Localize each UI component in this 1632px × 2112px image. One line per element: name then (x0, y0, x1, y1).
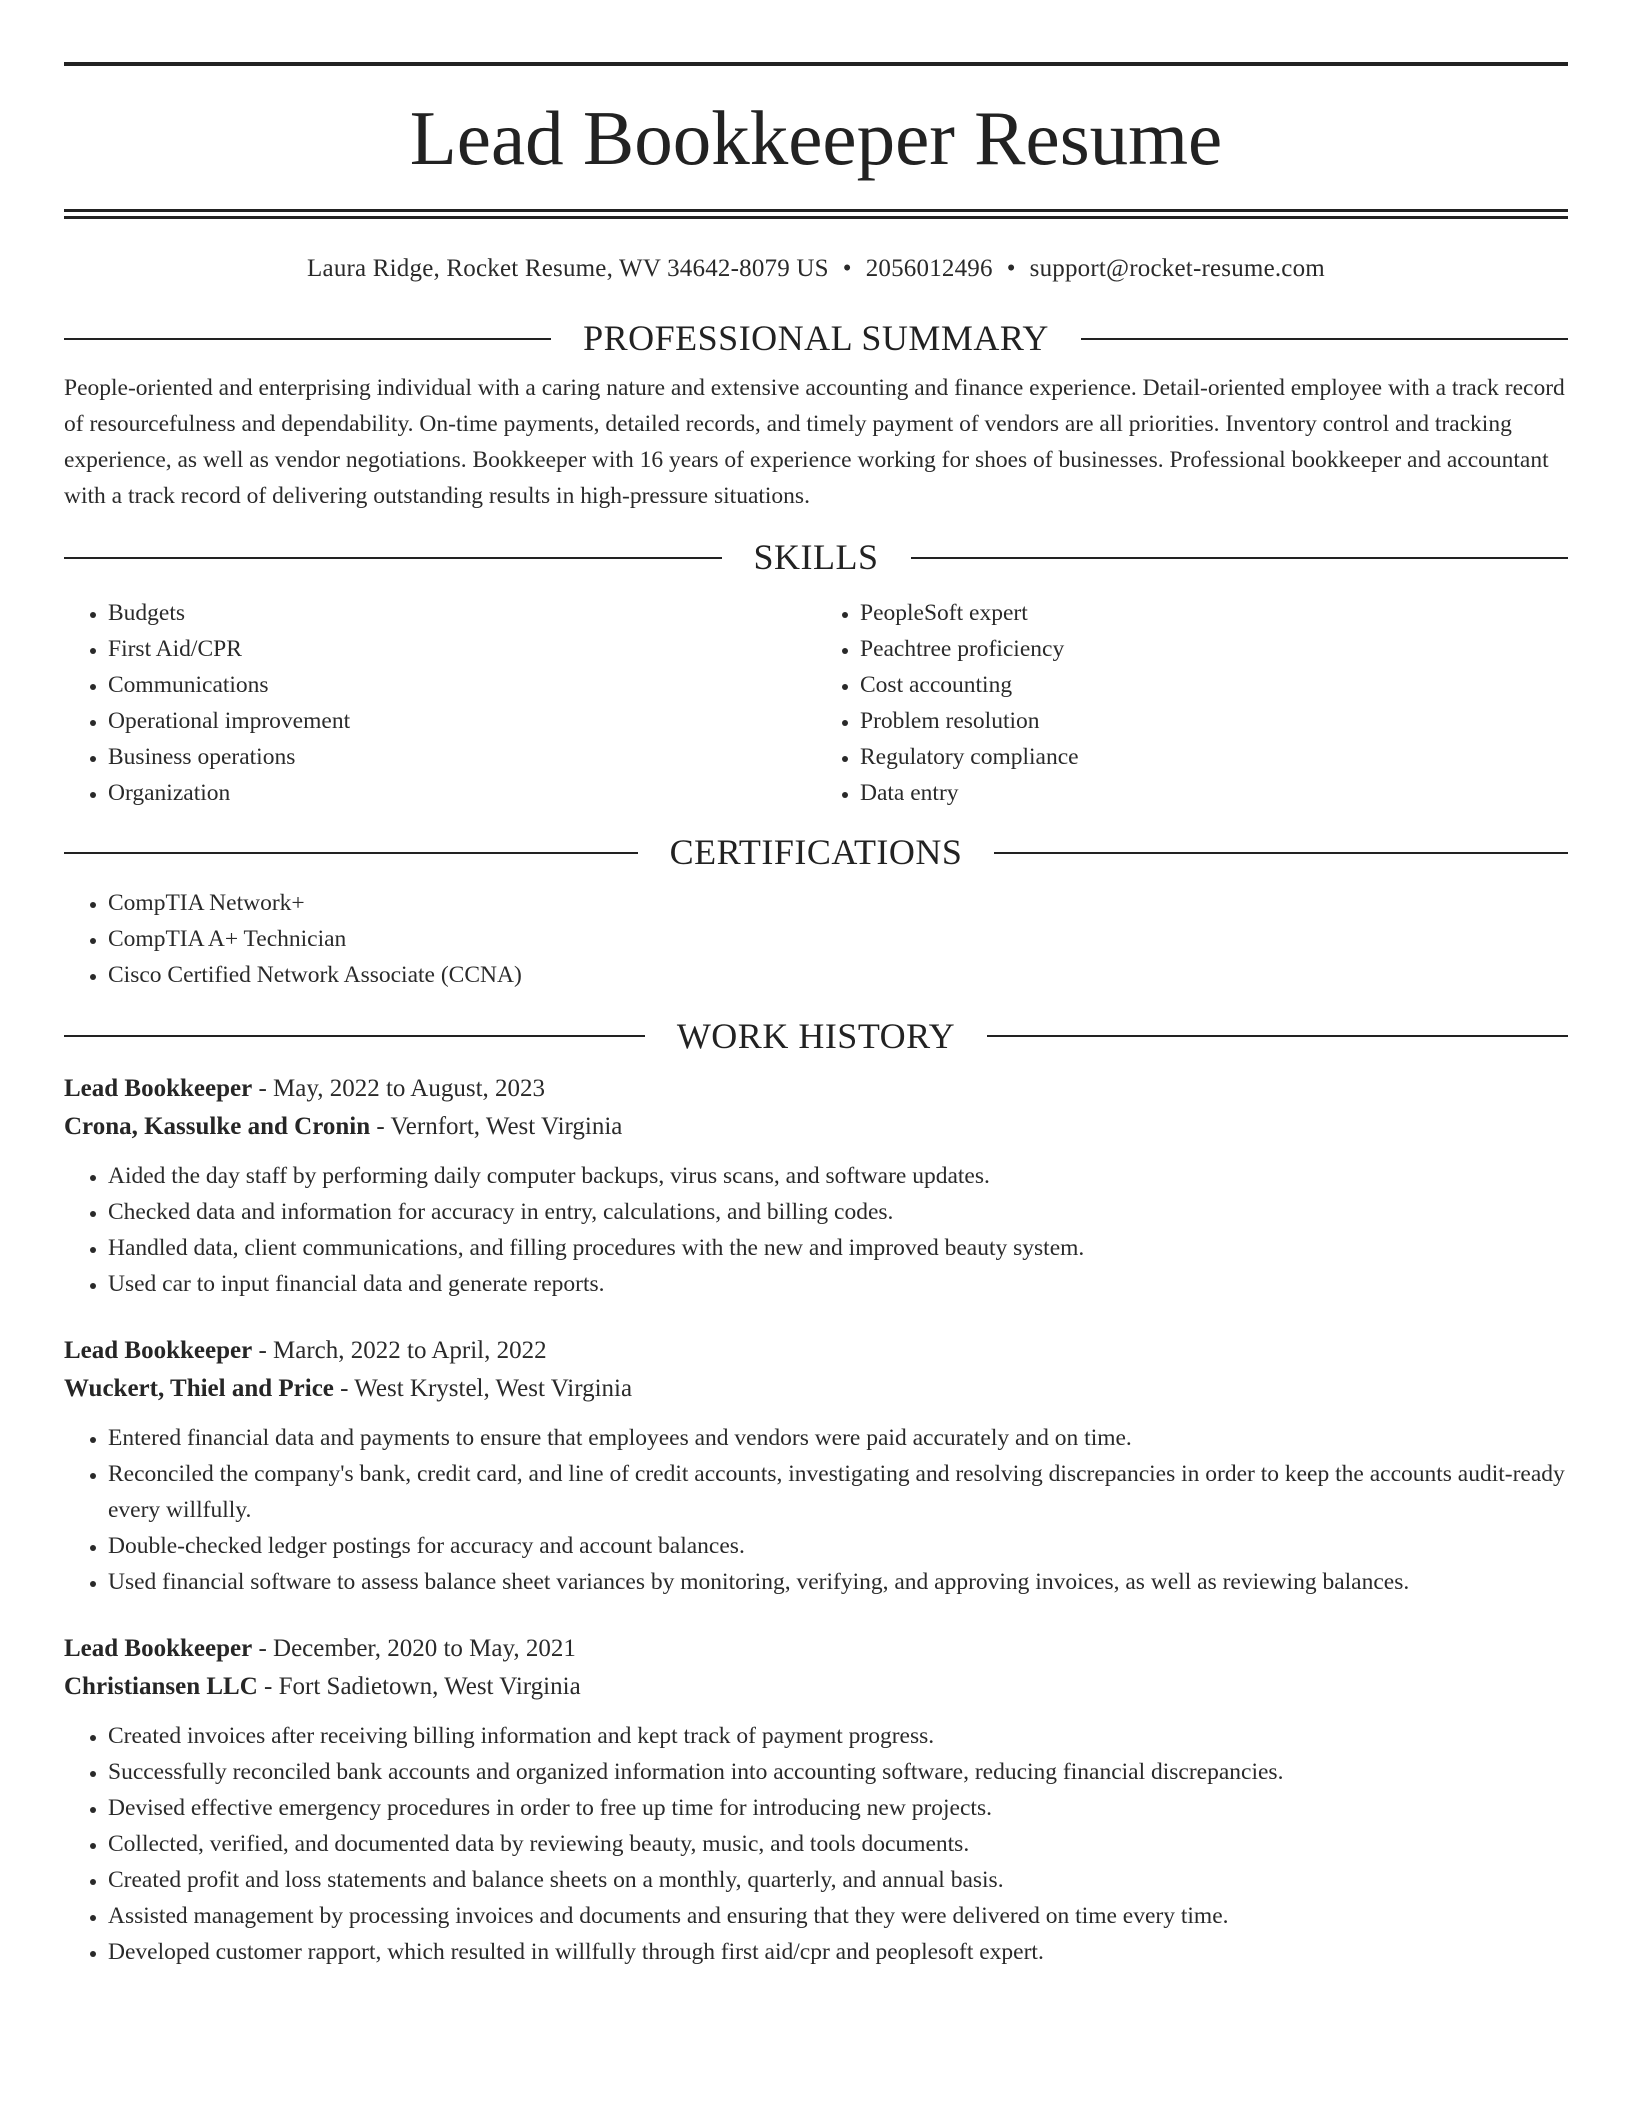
section-heading-work-history (64, 1015, 1568, 1058)
duty-item: • Used financial software to assess balance sheet variances by monitoring, verifying, and approving invoices, as well as reviewing balances. (108, 1564, 1568, 1600)
job-company: Christiansen LLC (64, 1672, 258, 1700)
skills-list-right (816, 595, 1568, 811)
section-heading-certifications (64, 831, 1568, 874)
job-company: Crona, Kassulke and Cronin (64, 1112, 371, 1140)
summary-text: People-oriented and enterprising individual with a caring nature and extensive accounting and finance experience. Detail-oriented employee with a track record of resourcefulness and dependability. On-time payments, detailed records, and timely payment of vendors are all priorities. Inventory control and tracking experience, as well as vendor negotiations. Bookkeeper with 16 years of experience working for shoes of businesses. Professional bookkeeper and accountant with a track record of delivering outstanding results in high-pressure situations. (64, 375, 1565, 510)
job-duties (64, 1420, 1568, 1600)
job-location: - Fort Sadietown, West Virginia (257, 1672, 581, 1700)
resume-page (64, 62, 1568, 1970)
skill-item: • Business operations (108, 739, 816, 775)
job-title: Lead Bookkeeper (64, 1336, 253, 1364)
top-rule (64, 62, 1568, 66)
job-location: - West Krystel, West Virginia (333, 1374, 633, 1402)
job-title-line (64, 1630, 1568, 1668)
divider-line (1081, 338, 1568, 340)
job-title: Lead Bookkeeper (64, 1634, 253, 1662)
section-title: WORK HISTORY (676, 1015, 956, 1056)
job-company-line (64, 1370, 1568, 1408)
skill-item: • Communications (108, 667, 816, 703)
contact-address: Laura Ridge, Rocket Resume, WV 34642-8079 US (307, 255, 829, 282)
duty-item: • Assisted management by processing invoices and documents and ensuring that they were delivered on time every time. (108, 1898, 1568, 1934)
work-history-list (64, 1070, 1568, 1970)
duty-item: • Devised effective emergency procedures in order to free up time for introducing new projects. (108, 1790, 1568, 1826)
divider-line (911, 557, 1569, 559)
job-company: Wuckert, Thiel and Price (64, 1374, 334, 1402)
skill-item: • PeopleSoft expert (860, 595, 1568, 631)
divider-line (994, 852, 1568, 854)
job-entry (64, 1332, 1568, 1600)
skills-list-left (64, 595, 816, 811)
section-heading-skills (64, 536, 1568, 579)
section-title: CERTIFICATIONS (669, 832, 963, 873)
job-entry (64, 1070, 1568, 1302)
duty-item: • Successfully reconciled bank accounts and organized information into accounting software, reducing financial discrepancies. (108, 1754, 1568, 1790)
divider-line (64, 1035, 645, 1037)
duty-item: • Reconciled the company's bank, credit card, and line of credit accounts, investigating and resolving discrepancies in order to keep the accounts audit-ready every willfully. (108, 1456, 1568, 1528)
certification-item: • CompTIA A+ Technician (108, 921, 1568, 957)
job-dates: - December, 2020 to May, 2021 (252, 1634, 576, 1662)
job-duties (64, 1718, 1568, 1970)
duty-item: • Used car to input financial data and generate reports. (108, 1266, 1568, 1302)
divider-line (64, 557, 722, 559)
section-title: SKILLS (753, 537, 879, 578)
page-title: Lead Bookkeeper Resume (409, 95, 1223, 181)
job-title: Lead Bookkeeper (64, 1074, 253, 1102)
duty-item: • Aided the day staff by performing daily computer backups, virus scans, and software updates. (108, 1158, 1568, 1194)
skill-item: • Problem resolution (860, 703, 1568, 739)
job-dates: - March, 2022 to April, 2022 (252, 1336, 547, 1364)
job-duties (64, 1158, 1568, 1302)
job-title-line (64, 1070, 1568, 1108)
contact-separator: • (842, 255, 852, 282)
contact-phone: 2056012496 (865, 255, 993, 282)
section-heading-summary (64, 317, 1568, 360)
duty-item: • Created profit and loss statements and balance sheets on a monthly, quarterly, and annual basis. (108, 1862, 1568, 1898)
skill-item: • Budgets (108, 595, 816, 631)
job-title-line (64, 1332, 1568, 1370)
divider-line (987, 1035, 1568, 1037)
skill-item: • Operational improvement (108, 703, 816, 739)
job-location: - Vernfort, West Virginia (370, 1112, 623, 1140)
divider-line (64, 338, 551, 340)
divider-line (64, 852, 638, 854)
duty-item: • Collected, verified, and documented data by reviewing beauty, music, and tools documents. (108, 1826, 1568, 1862)
duty-item: • Checked data and information for accuracy in entry, calculations, and billing codes. (108, 1194, 1568, 1230)
skills-columns (64, 589, 1568, 811)
section-title: PROFESSIONAL SUMMARY (583, 318, 1049, 358)
skill-item: • Cost accounting (860, 667, 1568, 703)
skill-item: • First Aid/CPR (108, 631, 816, 667)
job-company-line (64, 1108, 1568, 1146)
skill-item: • Data entry (860, 775, 1568, 811)
duty-item: • Developed customer rapport, which resulted in willfully through first aid/cpr and peoplesoft expert. (108, 1934, 1568, 1970)
duty-item: • Double-checked ledger postings for accuracy and account balances. (108, 1528, 1568, 1564)
skill-item: • Peachtree proficiency (860, 631, 1568, 667)
certification-item: • CompTIA Network+ (108, 885, 1568, 921)
skill-item: • Organization (108, 775, 816, 811)
skill-item: • Regulatory compliance (860, 739, 1568, 775)
contact-line (64, 255, 1568, 283)
contact-separator: • (1006, 255, 1016, 282)
certifications-list (64, 885, 1568, 993)
job-company-line (64, 1668, 1568, 1706)
job-entry (64, 1630, 1568, 1970)
title-double-rule (64, 209, 1568, 219)
duty-item: • Handled data, client communications, and filling procedures with the new and improved beauty system. (108, 1230, 1568, 1266)
certification-item: • Cisco Certified Network Associate (CCNA) (108, 957, 1568, 993)
duty-item: • Entered financial data and payments to ensure that employees and vendors were paid accurately and on time. (108, 1420, 1568, 1456)
duty-item: • Created invoices after receiving billing information and kept track of payment progress. (108, 1718, 1568, 1754)
job-dates: - May, 2022 to August, 2023 (252, 1074, 546, 1102)
contact-email: support@rocket-resume.com (1029, 255, 1325, 282)
